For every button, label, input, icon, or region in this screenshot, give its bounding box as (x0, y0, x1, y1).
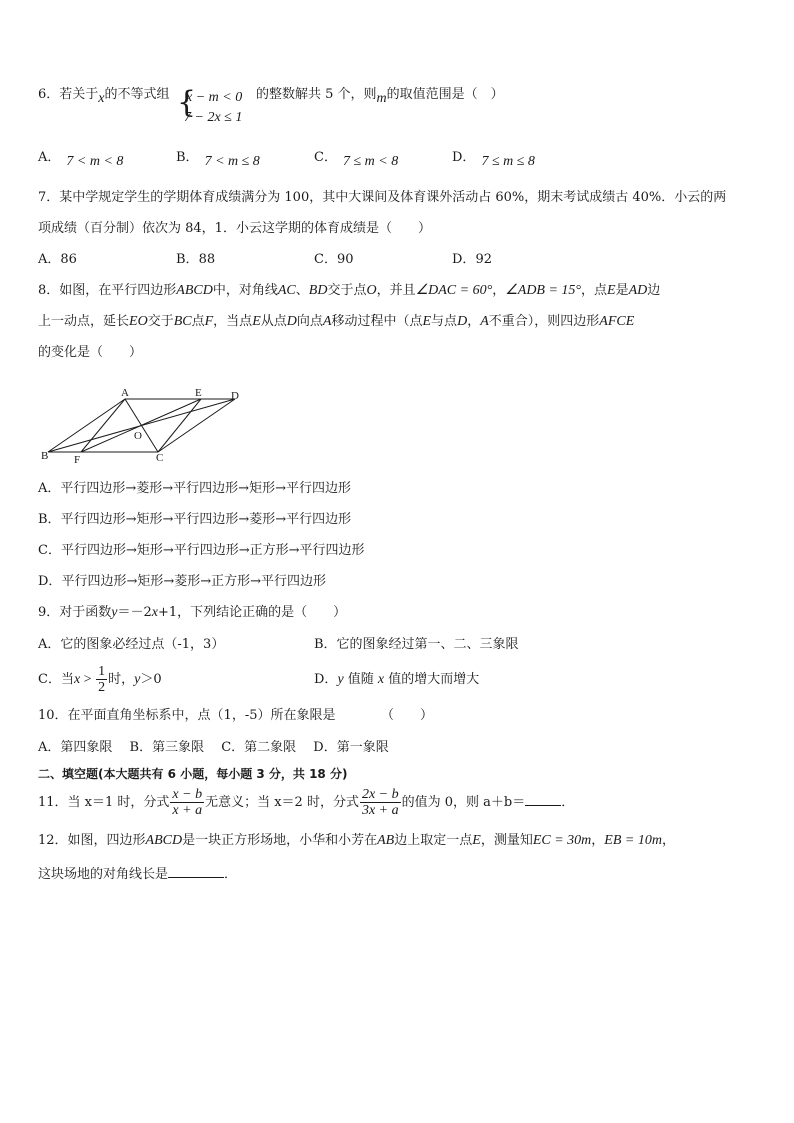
q7-stem-line2: 项成绩（百分制）依次为 84，1．小云这学期的体育成绩是（ ） (38, 221, 431, 236)
q8-option-b[interactable]: B．平行四边形→矩形→平行四边形→菱形→平行四边形 (38, 512, 352, 527)
q8-stem-line1: 8．如图，在平行四边形ABCD中，对角线AC、BD交于点O，并且∠DAC = 60°，∠ADB = 15°，点E是AD边 (38, 283, 661, 298)
q10-stem: 10．在平面直角坐标系中，点（1，-5）所在象限是 （ ） (38, 708, 433, 723)
q9-option-b[interactable]: B．它的图象经过第一、二、三象限 (314, 637, 519, 652)
label-d: D (231, 390, 239, 402)
q6-system-line1: x − m < 0 (186, 90, 243, 105)
label-o: O (134, 430, 142, 442)
q9-option-d[interactable]: D．y 值随 x 值的增大而增大 (314, 672, 480, 687)
q7-option-c[interactable]: C．90 (314, 252, 354, 267)
q7-stem-line1: 7．某中学规定学生的学期体育成绩满分为 100，其中大课间及体育课外活动占 60%，期末考试成绩古 40%．小云的两 (38, 190, 727, 205)
edge-ab (48, 399, 125, 452)
q8-parallelogram-figure (38, 385, 248, 465)
label-c: C (156, 452, 164, 464)
label-f: F (74, 454, 81, 465)
q6-option-c[interactable]: C． 7 ≤ m < 8 (314, 150, 399, 169)
q7-option-d[interactable]: D．92 (452, 252, 492, 267)
segment-ec (158, 399, 201, 452)
q9-fraction-half: $\frac{1}{2}$ (98, 664, 106, 695)
segment-ef (81, 399, 201, 452)
question-11: 11．当 x＝1 时，分式 $\frac{x - b}{x + a}$ 无意义；当 x＝2 时，分式 $\frac{2x - b}{3x + a}$ 的值为 0，则 a＋b＝ ． (38, 787, 575, 818)
q8-option-c[interactable]: C．平行四边形→矩形→平行四边形→正方形→平行四边形 (38, 543, 365, 558)
q6-option-d[interactable]: D． 7 ≤ m ≤ 8 (452, 150, 535, 169)
q8-option-a[interactable]: A．平行四边形→菱形→平行四边形→矩形→平行四边形 (38, 481, 351, 496)
label-b: B (41, 450, 49, 462)
q6-stem-tail: 的整数解共 5 个，则m的取值范围是（ ） (256, 87, 504, 106)
q8-stem-line3: 的变化是（ ） (38, 345, 143, 360)
q6-option-b[interactable]: B． 7 < m ≤ 8 (176, 150, 260, 169)
q7-option-b[interactable]: B．88 (176, 252, 216, 267)
q11-fraction-2: $\frac{2x - b}{3x + a}$ (361, 787, 399, 818)
q11-answer-blank[interactable] (525, 792, 561, 806)
label-e: E (195, 387, 202, 399)
q12-stem-line2: 这块场地的对角线长是 ． (38, 864, 237, 883)
edge-dc (158, 399, 235, 452)
q7-option-a[interactable]: A．86 (38, 252, 77, 267)
q6-system-brace: { (177, 85, 197, 120)
q9-stem: 9．对于函数y＝－2x+1，下列结论正确的是（ ） (38, 605, 347, 620)
q9-option-a[interactable]: A．它的图象必经过点（-1，3） (38, 637, 225, 652)
section-fill-in-heading: 二、填空题(本大题共有 6 小题，每小题 3 分，共 18 分) (38, 767, 348, 781)
q8-option-d[interactable]: D．平行四边形→矩形→菱形→正方形→平行四边形 (38, 574, 327, 589)
q8-stem-line2: 上一动点，延长EO交于BC点F，当点E从点D向点A移动过程中（点E与点D，A不重合），则四边形AFCE (38, 314, 635, 329)
label-a: A (121, 387, 129, 399)
q11-fraction-1: $\frac{x - b}{x + a}$ (172, 787, 203, 818)
q10-options[interactable]: A．第四象限 B．第三象限 C．第二象限 D．第一象限 (38, 740, 389, 755)
segment-af (81, 399, 125, 452)
q12-answer-blank[interactable] (168, 864, 224, 878)
q9-option-c[interactable]: C．当x > $\frac{1}{2}$ 时，y＞0 (38, 664, 162, 695)
q12-stem-line1: 12．如图，四边形ABCD是一块正方形场地，小华和小芳在AB边上取定一点E，测量知EC = 30m，EB = 10m， (38, 833, 675, 848)
q6-option-a[interactable]: A． 7 < m < 8 (38, 150, 124, 169)
q6-system-line2: 7 − 2x ≤ 1 (184, 110, 243, 125)
q6-stem: 6．若关于x的不等式组 (38, 87, 170, 106)
